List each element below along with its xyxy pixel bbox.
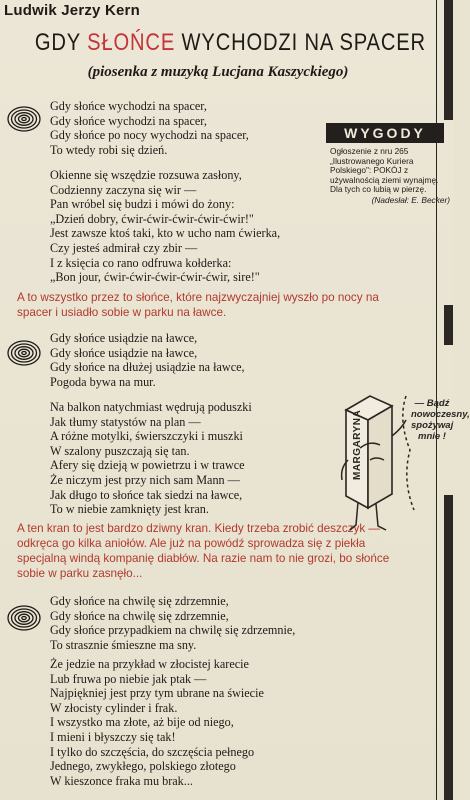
stanza-6: Że jedzie na przykład w złocistej karecie Lub fruwa po niebie jak ptak — Najpiękniej jest przy tym ubrane na świecie W złocisty cylinder i frak. I wszystko ma złote, aż bije od niego, I mieni i błyszczy się tak! I tylko do szczęścia, do szczęścia pełnego Jednego, zwykłego, polskiego złotego W kieszonce fraka mu brak... — [50, 657, 264, 788]
spiral-icon — [6, 600, 42, 636]
subtitle: (piosenka z muzyką Lucjana Kaszyckiego) — [87, 64, 349, 80]
sidebar-body: Ogłoszenie z nru 265 „Ilustrowanego Kuriera Polskiego": POKÓJ z używalnością ziemi wynajmę. Dla tych co lubią w pierzę. — [330, 146, 439, 195]
sidebar-text — [330, 147, 450, 206]
prose-paragraph-1: A to wszystko przez to słońce, które najzwyczajniej wyszło po nocy na spacer i usiadło sobie w parku na ławce. — [17, 291, 379, 319]
prose-paragraph-2: A ten kran to jest bardzo dziwny kran. Kiedy trzeba zrobić deszczyk — odkręca go kilka aniołów. Ale już na powódź sprowadza się z piekła specjalną windą kompanię diabłów. Na razie nam to nie grozi, bo słońce sobie w parku zasnęło... — [17, 522, 390, 580]
advert-brand: MARGARYNA — [352, 409, 363, 480]
edge-strip — [444, 0, 453, 120]
sidebar-heading: WYGODY — [326, 123, 444, 143]
spiral-icon — [6, 101, 42, 137]
edge-strip — [444, 495, 453, 800]
stanza-2: Okienne się wszędzie rozsuwa zasłony, Codzienny zaczyna się wir — Pan wróbel się budzi i mówi do żony: „Dzień dobry, ćwir-ćwir-ćwir-ćwir-ćwir!" Jest zawsze ktoś taki, kto w ucho nam ćwierka, Czy jesteś admirał czy zbir — I z księcia co rano odfruwa kołderka: „Bon jour, ćwir-ćwir-ćwir-ćwir-ćwir, sire!" — [50, 168, 281, 285]
stanza-3: Gdy słońce usiądzie na ławce, Gdy słońce usiądzie na ławce, Gdy słońce na dłużej usiądzie na ławce, Pogoda bywa na mur. — [50, 331, 245, 389]
author-name: Ludwik Jerzy Kern — [4, 2, 140, 19]
stanza-1: Gdy słońce wychodzi na spacer, Gdy słońce wychodzi na spacer, Gdy słońce po nocy wychodzi na spacer, To wtedy robi się dzień. — [50, 99, 249, 157]
stanza-4: Na balkon natychmiast wędrują poduszki Jak tłumy statystów na plan — A różne motylki, świerszczyki i muszki W szalony puszczają się tan. Afery się dzieją w powietrzu i w trawce Że niczym jest przy nich sam Mann — Jak długo to słońce tak siedzi na ławce, To w niebie zamknięty jest kran. — [50, 400, 252, 517]
stanza-5: Gdy słońce na chwilę się zdrzemnie, Gdy słońce na chwilę się zdrzemnie, Gdy słońce przypadkiem na chwilę się zdrzemnie, To strasznie śmieszne ma sny. — [50, 594, 296, 652]
advert-slogan: — Bądź nowoczesny, spożywaj mnie ! — [411, 398, 470, 442]
page-title: GDY SŁOŃCE WYCHODZI NA SPACER — [34, 29, 426, 56]
spiral-icon — [6, 335, 42, 371]
edge-strip — [444, 305, 453, 345]
sidebar-signature: (Nadesłał: E. Becker) — [371, 194, 450, 205]
